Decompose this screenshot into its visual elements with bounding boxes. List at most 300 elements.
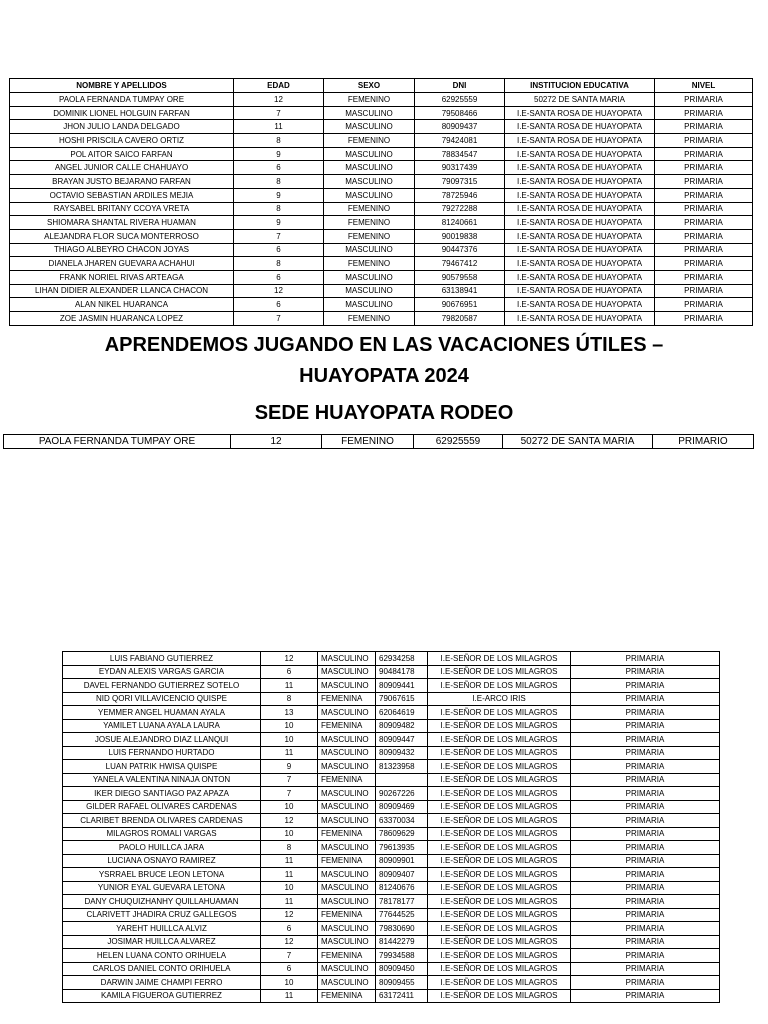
table-cell: I.E-SEÑOR DE LOS MILAGROS bbox=[428, 773, 571, 787]
table-cell: 9 bbox=[234, 188, 324, 202]
table-cell: 6 bbox=[261, 922, 318, 936]
table-cell: 80909437 bbox=[415, 120, 505, 134]
table-body bbox=[10, 93, 753, 326]
table-cell: 8 bbox=[234, 202, 324, 216]
table-cell: 79097315 bbox=[415, 175, 505, 189]
table-header-row bbox=[10, 79, 753, 93]
table-row bbox=[63, 868, 720, 882]
table-cell: 12 bbox=[261, 652, 318, 666]
table-cell: I.E-SEÑOR DE LOS MILAGROS bbox=[428, 935, 571, 949]
table-cell: PRIMARIA bbox=[655, 175, 753, 189]
table-cell: CLARIVETT JHADIRA CRUZ GALLEGOS bbox=[63, 908, 261, 922]
table-cell: 62934258 bbox=[376, 652, 428, 666]
table-cell bbox=[376, 773, 428, 787]
table-cell: 6 bbox=[234, 161, 324, 175]
table-cell: PRIMARIA bbox=[571, 719, 720, 733]
table-cell: 90676951 bbox=[415, 298, 505, 312]
table-row bbox=[63, 760, 720, 774]
table-cell: I.E-SEÑOR DE LOS MILAGROS bbox=[428, 976, 571, 990]
table-cell: PRIMARIA bbox=[571, 935, 720, 949]
table-cell: 12 bbox=[234, 93, 324, 107]
table-row bbox=[63, 733, 720, 747]
table-cell: EYDAN ALEXIS VARGAS GARCIA bbox=[63, 665, 261, 679]
table-cell: 8 bbox=[234, 134, 324, 148]
table-cell: PRIMARIA bbox=[571, 976, 720, 990]
page-title-line-2: HUAYOPATA 2024 bbox=[299, 365, 469, 387]
table-cell: 8 bbox=[261, 692, 318, 706]
table-row bbox=[10, 298, 753, 312]
table-cell: DANY CHUQUIZHANHY QUILLAHUAMAN bbox=[63, 895, 261, 909]
table-cell: JHON JULIO LANDA DELGADO bbox=[10, 120, 234, 134]
table-cell: 81240676 bbox=[376, 881, 428, 895]
table-cell: FEMENINA bbox=[318, 719, 376, 733]
table-cell: 81442279 bbox=[376, 935, 428, 949]
table-cell: 79067615 bbox=[376, 692, 428, 706]
table-cell: I.E-SEÑOR DE LOS MILAGROS bbox=[428, 922, 571, 936]
table-cell: 79272288 bbox=[415, 202, 505, 216]
table-cell: PRIMARIA bbox=[571, 814, 720, 828]
table-row bbox=[63, 922, 720, 936]
table-cell: PRIMARIO bbox=[653, 435, 754, 449]
table-row bbox=[63, 787, 720, 801]
table-cell: 10 bbox=[261, 800, 318, 814]
table-cell: 11 bbox=[261, 895, 318, 909]
table-cell: 12 bbox=[261, 814, 318, 828]
table-cell: I.E-SANTA ROSA DE HUAYOPATA bbox=[505, 298, 655, 312]
table-cell: 12 bbox=[261, 935, 318, 949]
table-cell: 10 bbox=[261, 719, 318, 733]
table-cell: PRIMARIA bbox=[571, 827, 720, 841]
table-cell: I.E-SEÑOR DE LOS MILAGROS bbox=[428, 854, 571, 868]
table-cell: PRIMARIA bbox=[655, 270, 753, 284]
table-cell: 7 bbox=[261, 787, 318, 801]
table-cell: MASCULINO bbox=[324, 106, 415, 120]
table-cell: DAVEL FERNANDO GUTIERREZ SOTELO bbox=[63, 679, 261, 693]
table-cell: I.E-SEÑOR DE LOS MILAGROS bbox=[428, 841, 571, 855]
table-cell: 78609629 bbox=[376, 827, 428, 841]
table-cell: PRIMARIA bbox=[571, 922, 720, 936]
table-row bbox=[63, 719, 720, 733]
table-row bbox=[10, 284, 753, 298]
table-cell: 90484178 bbox=[376, 665, 428, 679]
table-cell: 79830690 bbox=[376, 922, 428, 936]
table-cell: MASCULINO bbox=[324, 161, 415, 175]
table-cell: 11 bbox=[261, 746, 318, 760]
table-cell: YARЕHT HUILLCA ALVIZ bbox=[63, 922, 261, 936]
students-table-senor-milagros bbox=[62, 651, 720, 1003]
table-cell: MASCULINO bbox=[318, 841, 376, 855]
table-cell: I.E-SANTA ROSA DE HUAYOPATA bbox=[505, 284, 655, 298]
table-cell: I.E-SEÑOR DE LOS MILAGROS bbox=[428, 989, 571, 1003]
table-cell: MASCULINO bbox=[318, 922, 376, 936]
table-cell: I.E-SANTA ROSA DE HUAYOPATA bbox=[505, 120, 655, 134]
table-cell: PRIMARIA bbox=[571, 652, 720, 666]
table-row bbox=[63, 989, 720, 1003]
table-cell: 62925559 bbox=[415, 93, 505, 107]
table-cell: 13 bbox=[261, 706, 318, 720]
table-cell: FEMENINA bbox=[318, 989, 376, 1003]
table-cell: FEMENINA bbox=[318, 773, 376, 787]
student-single-row-table bbox=[3, 434, 754, 449]
table-row bbox=[10, 216, 753, 230]
table-cell: 62064619 bbox=[376, 706, 428, 720]
table-cell: 12 bbox=[261, 908, 318, 922]
column-header: NOMBRE Y APELLIDOS bbox=[10, 79, 234, 93]
table-row bbox=[63, 881, 720, 895]
table-cell: MILAGROS ROMALI VARGAS bbox=[63, 827, 261, 841]
table-cell: 80909482 bbox=[376, 719, 428, 733]
table-cell: I.E-SEÑOR DE LOS MILAGROS bbox=[428, 719, 571, 733]
table-cell: YEMMER ANGEL HUAMAN AYALA bbox=[63, 706, 261, 720]
table-cell: I.E-SEÑOR DE LOS MILAGROS bbox=[428, 733, 571, 747]
table-cell: I.E-SEÑOR DE LOS MILAGROS bbox=[428, 652, 571, 666]
table-cell: I.E-SANTA ROSA DE HUAYOPATA bbox=[505, 161, 655, 175]
table-cell: FEMENINO bbox=[324, 312, 415, 326]
table-cell: 11 bbox=[261, 679, 318, 693]
table-row bbox=[63, 773, 720, 787]
table-cell: PRIMARIA bbox=[655, 188, 753, 202]
table-cell: PRIMARIA bbox=[571, 841, 720, 855]
table-cell: MASCULINO bbox=[318, 733, 376, 747]
table-cell: MASCULINO bbox=[318, 881, 376, 895]
table-cell: PRIMARIA bbox=[655, 147, 753, 161]
table-row bbox=[63, 665, 720, 679]
table-cell: I.E-SEÑOR DE LOS MILAGROS bbox=[428, 949, 571, 963]
table-cell: PAOLA FERNANDA TUMPAY ORE bbox=[4, 435, 231, 449]
table-cell: FEMENINA bbox=[318, 827, 376, 841]
table-cell: PRIMARIA bbox=[655, 120, 753, 134]
table-cell: PRIMARIA bbox=[571, 800, 720, 814]
table-cell: MASCULINO bbox=[318, 935, 376, 949]
table-cell: PRIMARIA bbox=[655, 202, 753, 216]
table-cell: PRIMARIA bbox=[655, 106, 753, 120]
table-cell: PRIMARIA bbox=[571, 760, 720, 774]
table-cell: MASCULINO bbox=[318, 976, 376, 990]
table-cell: ZOE JASMIN HUARANCA LOPEZ bbox=[10, 312, 234, 326]
table-cell: YUNIOR EYAL GUEVARA LETONA bbox=[63, 881, 261, 895]
table-cell: DIANELA JHAREN GUEVARA ACHAHUI bbox=[10, 257, 234, 271]
table-cell: 79467412 bbox=[415, 257, 505, 271]
table-cell: PRIMARIA bbox=[571, 908, 720, 922]
table-cell: PRIMARIA bbox=[655, 93, 753, 107]
table-cell: 90317439 bbox=[415, 161, 505, 175]
table-cell: GILDER RAFAEL OLIVARES CARDENAS bbox=[63, 800, 261, 814]
table-cell: 11 bbox=[234, 120, 324, 134]
table-cell: PRIMARIA bbox=[571, 679, 720, 693]
table-cell: MASCULINO bbox=[324, 175, 415, 189]
table-cell: 11 bbox=[261, 868, 318, 882]
table-cell: PRIMARIA bbox=[571, 989, 720, 1003]
table-cell: I.E-SANTA ROSA DE HUAYOPATA bbox=[505, 106, 655, 120]
table-cell: I.E-SEÑOR DE LOS MILAGROS bbox=[428, 800, 571, 814]
table-cell: I.E-SEÑOR DE LOS MILAGROS bbox=[428, 814, 571, 828]
table-cell: MASCULINO bbox=[318, 868, 376, 882]
table-cell: 10 bbox=[261, 976, 318, 990]
table-cell: MASCULINO bbox=[318, 652, 376, 666]
table-row bbox=[10, 257, 753, 271]
column-header: NIVEL bbox=[655, 79, 753, 93]
table-cell: FEMENINO bbox=[324, 216, 415, 230]
column-header: DNI bbox=[415, 79, 505, 93]
table-cell: PRIMARIA bbox=[571, 706, 720, 720]
table-cell: FEMENINA bbox=[318, 692, 376, 706]
table-row bbox=[10, 161, 753, 175]
table-cell: 8 bbox=[261, 841, 318, 855]
table-cell: I.E-SEÑOR DE LOS MILAGROS bbox=[428, 706, 571, 720]
table-cell: RAYSABEL BRITANY CCOYA VRETA bbox=[10, 202, 234, 216]
table-cell: 6 bbox=[234, 298, 324, 312]
table-cell: PRIMARIA bbox=[571, 895, 720, 909]
table-cell: I.E-SANTA ROSA DE HUAYOPATA bbox=[505, 243, 655, 257]
table-cell: JOSIMAR HUILLCA ALVAREZ bbox=[63, 935, 261, 949]
table-cell: 79820587 bbox=[415, 312, 505, 326]
table-cell: 80909447 bbox=[376, 733, 428, 747]
table-cell: 6 bbox=[234, 270, 324, 284]
column-header: EDAD bbox=[234, 79, 324, 93]
table-cell: I.E-SANTA ROSA DE HUAYOPATA bbox=[505, 312, 655, 326]
table-cell: HOSHI PRISCILA CAVERO ORTIZ bbox=[10, 134, 234, 148]
table-cell: LUIS FABIANO GUTIERREZ bbox=[63, 652, 261, 666]
table-cell: MASCULINO bbox=[324, 243, 415, 257]
table-cell: 81323958 bbox=[376, 760, 428, 774]
table-cell: YANELA VALENTINA NINAJA ONTON bbox=[63, 773, 261, 787]
table-cell: 9 bbox=[234, 147, 324, 161]
table-cell: PRIMARIA bbox=[571, 692, 720, 706]
column-header: SEXO bbox=[324, 79, 415, 93]
page-subtitle: SEDE HUAYOPATA RODEO bbox=[254, 402, 514, 424]
table-row bbox=[10, 202, 753, 216]
table-cell: PRIMARIA bbox=[655, 229, 753, 243]
table-cell: MASCULINO bbox=[324, 270, 415, 284]
table-row bbox=[10, 147, 753, 161]
table-cell: I.E-SEÑOR DE LOS MILAGROS bbox=[428, 868, 571, 882]
table-cell: 79424081 bbox=[415, 134, 505, 148]
table-cell: FRANK NORIEL RIVAS ARTEAGA bbox=[10, 270, 234, 284]
table-cell: 12 bbox=[231, 435, 322, 449]
table-body bbox=[63, 652, 720, 1003]
table-row bbox=[63, 935, 720, 949]
table-cell: FEMENINO bbox=[324, 202, 415, 216]
table-cell: CARLOS DANIEL CONTO ORIHUELA bbox=[63, 962, 261, 976]
table-cell: 6 bbox=[261, 962, 318, 976]
table-cell: PRIMARIA bbox=[571, 733, 720, 747]
table-cell: PAOLA FERNANDA TUMPAY ORE bbox=[10, 93, 234, 107]
table-cell: 10 bbox=[261, 827, 318, 841]
table-row bbox=[10, 106, 753, 120]
table-cell: 12 bbox=[234, 284, 324, 298]
table-cell: MASCULINO bbox=[318, 679, 376, 693]
table-cell: THIAGO ALBEYRO CHACON JOYAS bbox=[10, 243, 234, 257]
table-cell: PRIMARIA bbox=[571, 854, 720, 868]
title-block bbox=[0, 330, 768, 428]
table-cell: 7 bbox=[234, 312, 324, 326]
table-cell: PRIMARIA bbox=[655, 243, 753, 257]
table-cell: PRIMARIA bbox=[655, 312, 753, 326]
table-row bbox=[10, 93, 753, 107]
table-cell: I.E-SEÑOR DE LOS MILAGROS bbox=[428, 827, 571, 841]
table-cell: 10 bbox=[261, 881, 318, 895]
table-cell: 80909407 bbox=[376, 868, 428, 882]
table-cell: MASCULINO bbox=[318, 800, 376, 814]
table-cell: I.E-SANTA ROSA DE HUAYOPATA bbox=[505, 134, 655, 148]
table-cell: I.E-SANTA ROSA DE HUAYOPATA bbox=[505, 270, 655, 284]
table-cell: 8 bbox=[234, 257, 324, 271]
table-cell: 63172411 bbox=[376, 989, 428, 1003]
table-cell: PRIMARIA bbox=[571, 881, 720, 895]
table-cell: 11 bbox=[261, 989, 318, 1003]
table-cell: FEMENINO bbox=[324, 229, 415, 243]
table-cell: FEMENINO bbox=[324, 257, 415, 271]
table-cell: 80909901 bbox=[376, 854, 428, 868]
table-cell: PRIMARIA bbox=[571, 868, 720, 882]
table-row bbox=[63, 895, 720, 909]
table-cell: LUIS FERNANDO HURTADO bbox=[63, 746, 261, 760]
table-cell: DARWIN JAIME CHAMPI FERRO bbox=[63, 976, 261, 990]
table-cell: FEMENINA bbox=[318, 908, 376, 922]
table-cell: I.E-SANTA ROSA DE HUAYOPATA bbox=[505, 188, 655, 202]
students-table-santa-rosa bbox=[9, 78, 753, 326]
table-cell: I.E-SANTA ROSA DE HUAYOPATA bbox=[505, 202, 655, 216]
table-row bbox=[10, 312, 753, 326]
table-cell: MASCULINO bbox=[318, 746, 376, 760]
table-cell: MASCULINO bbox=[324, 147, 415, 161]
table-cell: I.E-SEÑOR DE LOS MILAGROS bbox=[428, 881, 571, 895]
table-cell: ALAN NIKEL HUARANCA bbox=[10, 298, 234, 312]
table-cell: I.E-SANTA ROSA DE HUAYOPATA bbox=[505, 229, 655, 243]
table-cell: JOSUE ALEJANDRO DIAZ LLANQUI bbox=[63, 733, 261, 747]
column-header: INSTITUCION EDUCATIVA bbox=[505, 79, 655, 93]
table-cell: 90447376 bbox=[415, 243, 505, 257]
table-cell: 80909455 bbox=[376, 976, 428, 990]
table-cell: PRIMARIA bbox=[655, 161, 753, 175]
table-cell: I.E-SEÑOR DE LOS MILAGROS bbox=[428, 787, 571, 801]
table-cell: PRIMARIA bbox=[571, 962, 720, 976]
table-cell: I.E-SANTA ROSA DE HUAYOPATA bbox=[505, 175, 655, 189]
table-cell: 80909469 bbox=[376, 800, 428, 814]
table-cell: I.E-SEÑOR DE LOS MILAGROS bbox=[428, 895, 571, 909]
table-row bbox=[10, 229, 753, 243]
table-row bbox=[10, 270, 753, 284]
table-cell: 80909432 bbox=[376, 746, 428, 760]
table-cell: I.E-ARCO IRIS bbox=[428, 692, 571, 706]
table-cell: PRIMARIA bbox=[655, 257, 753, 271]
table-row bbox=[63, 949, 720, 963]
table-cell: MASCULINO bbox=[318, 760, 376, 774]
table-row bbox=[63, 679, 720, 693]
table-cell: CLARIBET BRENDA OLIVARES CARDENAS bbox=[63, 814, 261, 828]
table-cell: MASCULINO bbox=[324, 120, 415, 134]
table-cell: 90019838 bbox=[415, 229, 505, 243]
table-row bbox=[63, 908, 720, 922]
table-cell: 90579558 bbox=[415, 270, 505, 284]
table-cell: IKER DIEGO SANTIAGO PAZ APAZA bbox=[63, 787, 261, 801]
table-body bbox=[4, 435, 754, 449]
table-row bbox=[63, 746, 720, 760]
table-cell: I.E-SEÑOR DE LOS MILAGROS bbox=[428, 760, 571, 774]
table-row bbox=[10, 243, 753, 257]
table-cell: HELEN LUANA CONTO ORIHUELA bbox=[63, 949, 261, 963]
table-cell: MASCULINO bbox=[324, 284, 415, 298]
table-row bbox=[10, 188, 753, 202]
table-cell: I.E-SANTA ROSA DE HUAYOPATA bbox=[505, 216, 655, 230]
table-cell: 10 bbox=[261, 733, 318, 747]
table-cell: ALEJANDRA FLOR SUCA MONTERROSO bbox=[10, 229, 234, 243]
table-cell: 79613935 bbox=[376, 841, 428, 855]
table-cell: YSRRAEL BRUCE LEON LETONA bbox=[63, 868, 261, 882]
table-cell: 7 bbox=[234, 229, 324, 243]
table-cell: 7 bbox=[261, 773, 318, 787]
table-cell: 90267226 bbox=[376, 787, 428, 801]
table-row bbox=[63, 706, 720, 720]
table-cell: 79508466 bbox=[415, 106, 505, 120]
table-row bbox=[63, 976, 720, 990]
table-cell: FEMENINO bbox=[322, 435, 414, 449]
table-cell: 62925559 bbox=[414, 435, 503, 449]
table-cell: 9 bbox=[234, 216, 324, 230]
table-cell: FEMENINO bbox=[324, 134, 415, 148]
table-cell: 79934588 bbox=[376, 949, 428, 963]
table-row bbox=[10, 175, 753, 189]
table-cell: 7 bbox=[261, 949, 318, 963]
table-cell: 6 bbox=[261, 665, 318, 679]
table-cell: I.E-SEÑOR DE LOS MILAGROS bbox=[428, 746, 571, 760]
table-row bbox=[63, 692, 720, 706]
table-cell: 63138941 bbox=[415, 284, 505, 298]
table-cell: LUAN PATRIK HWISA QUISPE bbox=[63, 760, 261, 774]
table-cell: BRAYAN JUSTO BEJARANO FARFAN bbox=[10, 175, 234, 189]
table-cell: 80909450 bbox=[376, 962, 428, 976]
table-cell: PRIMARIA bbox=[571, 787, 720, 801]
table-cell: ANGEL JUNIOR CALLE CHAHUAYO bbox=[10, 161, 234, 175]
table-cell: I.E-SANTA ROSA DE HUAYOPATA bbox=[505, 257, 655, 271]
table-cell: 78178177 bbox=[376, 895, 428, 909]
table-cell: 7 bbox=[234, 106, 324, 120]
table-cell: 63370034 bbox=[376, 814, 428, 828]
table-cell: I.E-SEÑOR DE LOS MILAGROS bbox=[428, 679, 571, 693]
table-cell: PRIMARIA bbox=[655, 216, 753, 230]
table-cell: 50272 DE SANTA MARIA bbox=[505, 93, 655, 107]
table-cell: 80909441 bbox=[376, 679, 428, 693]
table-cell: FEMENINA bbox=[318, 854, 376, 868]
table-row bbox=[63, 841, 720, 855]
table-cell: 9 bbox=[261, 760, 318, 774]
table-cell: FEMENINO bbox=[324, 93, 415, 107]
table-row bbox=[63, 800, 720, 814]
table-cell: MASCULINO bbox=[324, 188, 415, 202]
table-cell: OCTAVIO SEBASTIAN ARDILES MEJIA bbox=[10, 188, 234, 202]
table-cell: PRIMARIA bbox=[571, 665, 720, 679]
table-row bbox=[63, 827, 720, 841]
table-row bbox=[10, 134, 753, 148]
table-cell: 11 bbox=[261, 854, 318, 868]
table-cell: MASCULINO bbox=[318, 814, 376, 828]
table-cell: NID QORI VILLAVICENCIO QUISPE bbox=[63, 692, 261, 706]
table-cell: DOMINIK LIONEL HOLGUIN FARFAN bbox=[10, 106, 234, 120]
table-cell: LUCIANA OSNAYO RAMIREZ bbox=[63, 854, 261, 868]
table-cell: 81240661 bbox=[415, 216, 505, 230]
table-cell: MASCULINO bbox=[318, 787, 376, 801]
table-row bbox=[63, 814, 720, 828]
table-cell: PRIMARIA bbox=[655, 298, 753, 312]
table-cell: I.E-SEÑOR DE LOS MILAGROS bbox=[428, 908, 571, 922]
table-cell: PRIMARIA bbox=[571, 773, 720, 787]
table-cell: MASCULINO bbox=[318, 665, 376, 679]
table-row bbox=[4, 435, 754, 449]
table-cell: PAOLO HUILLCA JARA bbox=[63, 841, 261, 855]
table-cell: POL AITOR SAICO FARFAN bbox=[10, 147, 234, 161]
table-cell: MASCULINO bbox=[318, 706, 376, 720]
table-row bbox=[63, 854, 720, 868]
